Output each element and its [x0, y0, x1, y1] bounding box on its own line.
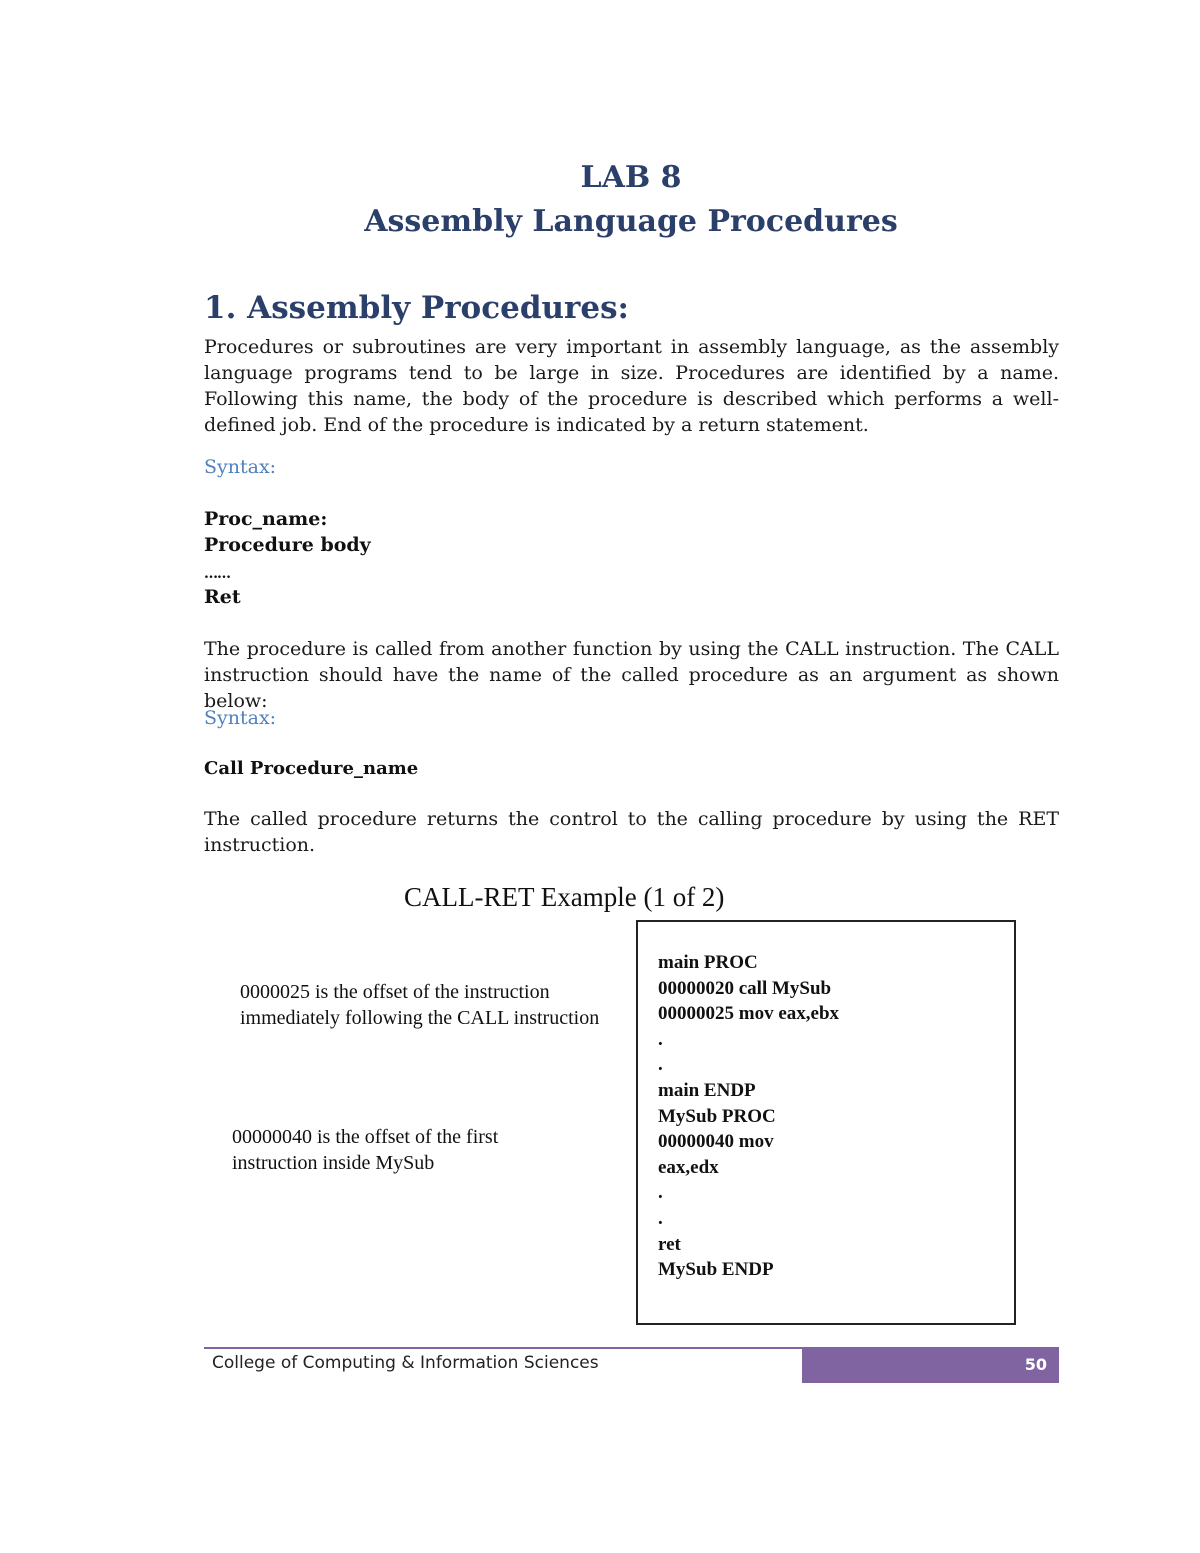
- code-line: .: [658, 1207, 663, 1229]
- code-line: MySub PROC: [658, 1105, 776, 1127]
- section-heading: 1. Assembly Procedures:: [204, 290, 629, 326]
- syntax-label-1: Syntax:: [204, 456, 277, 478]
- code-line: main ENDP: [658, 1079, 756, 1101]
- code-line: 00000040 mov: [658, 1131, 774, 1153]
- page-number: 50: [1024, 1355, 1047, 1374]
- lab-number: LAB 8: [580, 160, 682, 195]
- syntax-procedure-body: Procedure body: [204, 534, 371, 556]
- syntax-proc-name: Proc_name:: [204, 508, 328, 530]
- code-line: .: [658, 1182, 663, 1204]
- intro-paragraph: Procedures or subroutines are very important in assembly language, as the assembly language programs tend to be large in size. Procedures are identified by a name. Following this name, the body of the procedure is described which performs a well-defined job. End of the procedure is indicated by a return statement.: [204, 336, 1059, 436]
- annotation-return-offset: 0000025 is the offset of the instruction immediately following the CALL instruction: [240, 981, 600, 1029]
- syntax-ret: Ret: [204, 586, 241, 608]
- call-paragraph: The procedure is called from another function by using the CALL instruction. The CALL instruction should have the name of the called procedure as an argument as shown below:: [204, 638, 1059, 712]
- annotation-mysub-offset: 00000040 is the offset of the first instruction inside MySub: [232, 1126, 499, 1174]
- syntax-call: Call Procedure_name: [204, 758, 419, 779]
- code-line: .: [658, 1054, 663, 1076]
- code-line: ret: [658, 1233, 681, 1255]
- syntax-ellipsis: ……: [204, 566, 230, 582]
- code-line: 00000025 mov eax,ebx: [658, 1003, 840, 1025]
- page-number-box: [802, 1347, 1059, 1383]
- figure-title: CALL-RET Example (1 of 2): [404, 882, 725, 912]
- ret-paragraph: The called procedure returns the control to the calling procedure by using the RET instruction.: [204, 808, 1059, 856]
- code-line: eax,edx: [658, 1156, 719, 1178]
- code-line: 00000020 call MySub: [658, 977, 832, 999]
- code-line: MySub ENDP: [658, 1259, 774, 1281]
- code-listing-box: [636, 920, 1016, 1325]
- footer-institution: College of Computing & Information Sciences: [212, 1353, 599, 1373]
- code-line: main PROC: [658, 952, 758, 973]
- code-line: .: [658, 1028, 663, 1050]
- syntax-label-2: Syntax:: [204, 707, 277, 729]
- lab-title: Assembly Language Procedures: [364, 204, 898, 239]
